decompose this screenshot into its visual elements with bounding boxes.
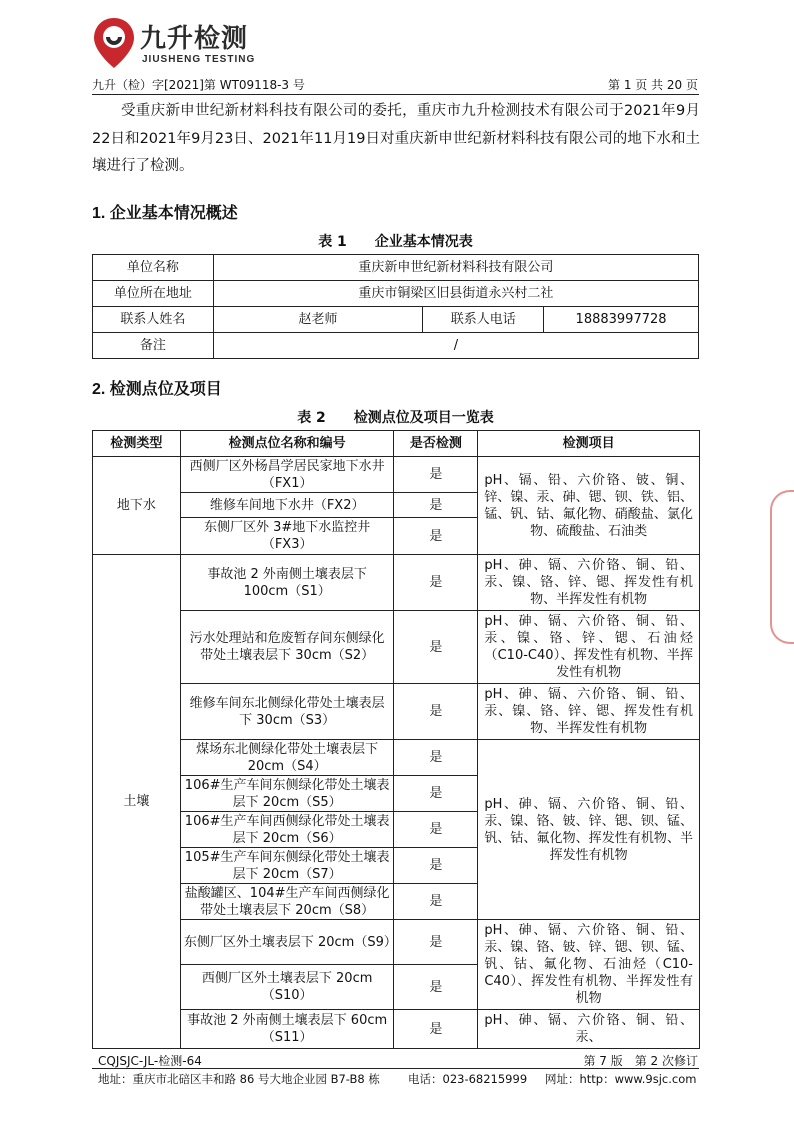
site-cell: 维修车间地下水井（FX2） [180, 493, 394, 518]
intro-paragraph: 受重庆新申世纪新材料科技有限公司的委托，重庆市九升检测技术有限公司于2021年9月22日和2021年9月23日、2021年11月19日对重庆新申世纪新材料科技有限公司的地下水和土壤进行了检测。 [92, 103, 700, 174]
header-divider [92, 94, 699, 95]
table-cell-value: / [213, 333, 698, 359]
check-cell: 是 [394, 493, 478, 518]
table-row [93, 1010, 700, 1049]
section-1-number: 1. [92, 205, 106, 222]
site-cell: 106#生产车间西侧绿化带处土壤表层下 20cm（S6） [180, 812, 394, 848]
check-cell: 是 [394, 884, 478, 920]
check-cell: 是 [394, 740, 478, 776]
column-header: 检测类型 [93, 431, 181, 457]
column-header: 检测点位名称和编号 [180, 431, 394, 457]
check-cell: 是 [394, 611, 478, 684]
table-cell-label: 联系人姓名 [93, 307, 214, 333]
site-cell: 事故池 2 外南侧土壤表层下 60cm（S11） [180, 1010, 394, 1049]
table-row [93, 920, 700, 965]
table-cell-label: 单位名称 [93, 255, 214, 281]
location-pin-logo-icon [92, 16, 136, 70]
table-row [93, 740, 700, 776]
items-cell: pH、砷、镉、六价铬、铜、铅、汞、镍、铬、锌、锶、石油烃（C10-C40）、挥发性有机物、半挥发性有机物 [478, 611, 700, 684]
type-cell: 地下水 [93, 457, 181, 555]
table-1-caption: 表 1 企业基本情况表 [318, 234, 473, 250]
table-cell-label: 单位所在地址 [93, 281, 214, 307]
site-cell: 106#生产车间东侧绿化带处土壤表层下 20cm（S5） [180, 776, 394, 812]
section-2-heading [92, 376, 222, 399]
partial-red-seal [770, 490, 794, 644]
table-row [93, 307, 699, 333]
table-cell-label: 联系人电话 [423, 307, 544, 333]
site-cell: 西侧厂区外杨昌学居民家地下水井（FX1） [180, 457, 394, 493]
column-header: 是否检测 [394, 431, 478, 457]
items-cell: pH、砷、镉、六价铬、铜、铅、汞、 [478, 1010, 700, 1049]
table-row [93, 255, 699, 281]
column-header: 检测项目 [478, 431, 700, 457]
type-cell: 土壤 [93, 555, 181, 1049]
check-cell: 是 [394, 848, 478, 884]
check-cell: 是 [394, 518, 478, 555]
table-cell-value: 赵老师 [213, 307, 423, 333]
site-cell: 西侧厂区外土壤表层下 20cm（S10） [180, 965, 394, 1010]
check-cell: 是 [394, 776, 478, 812]
monitoring-sites-table [92, 430, 700, 1049]
table-row [93, 611, 700, 684]
section-2-number: 2. [92, 381, 106, 398]
table-header-row [93, 431, 700, 457]
section-2-title: 检测点位及项目 [109, 379, 222, 398]
items-cell: pH、砷、镉、六价铬、铜、铅、汞、镍、铬、锌、锶、挥发性有机物、半挥发性有机物 [478, 555, 700, 611]
table-row [93, 684, 700, 740]
site-cell: 东侧厂区外土壤表层下 20cm（S9） [180, 920, 394, 965]
site-cell: 105#生产车间东侧绿化带处土壤表层下 20cm（S7） [180, 848, 394, 884]
check-cell: 是 [394, 965, 478, 1010]
site-cell: 事故池 2 外南侧土壤表层下 100cm（S1） [180, 555, 394, 611]
check-cell: 是 [394, 457, 478, 493]
table-2-caption: 表 2 检测点位及项目一览表 [297, 410, 494, 426]
company-website: 网址：http：www.9sjc.com [545, 1072, 697, 1086]
report-number: 九升（检）字[2021]第 WT09118-3 号 [92, 78, 305, 92]
items-cell: pH、砷、镉、六价铬、铜、铅、汞、镍、铬、铍、锌、锶、钡、锰、钒、钴、氟化物、挥发性有机物、半挥发性有机物 [478, 740, 700, 920]
table-row [93, 281, 699, 307]
site-cell: 煤场东北侧绿化带处土壤表层下 20cm（S4） [180, 740, 394, 776]
footer-divider [92, 1048, 699, 1049]
check-cell: 是 [394, 920, 478, 965]
page-indicator: 第 1 页 共 20 页 [608, 78, 698, 92]
edition-info: 第 7 版 第 2 次修订 [583, 1054, 698, 1068]
company-info-table [92, 254, 699, 359]
company-logo [92, 16, 268, 72]
check-cell: 是 [394, 684, 478, 740]
section-1-heading [92, 200, 238, 223]
section-1-title: 企业基本情况概述 [109, 203, 238, 222]
table-cell-label: 备注 [93, 333, 214, 359]
company-address: 地址：重庆市北碚区丰和路 86 号大地企业园 B7-B8 栋 [98, 1072, 380, 1086]
site-cell: 东侧厂区外 3#地下水监控井（FX3） [180, 518, 394, 555]
table-cell-value: 18883997728 [544, 307, 699, 333]
table-row [93, 333, 699, 359]
site-cell: 污水处理站和危废暂存间东侧绿化带处土壤表层下 30cm（S2） [180, 611, 394, 684]
items-cell: pH、砷、镉、六价铬、铜、铅、汞、镍、铬、铍、锌、锶、钡、锰、钒、钴、氟化物、石油烃（C10-C40）、挥发性有机物、半挥发性有机物 [478, 920, 700, 1010]
company-phone: 电话：023-68215999 [408, 1072, 528, 1086]
table-cell-value: 重庆新申世纪新材料科技有限公司 [213, 255, 698, 281]
table-cell-value: 重庆市铜梁区旧县街道永兴村二社 [213, 281, 698, 307]
table-row [93, 457, 700, 493]
site-cell: 盐酸罐区、104#生产车间西侧绿化带处土壤表层下 20cm（S8） [180, 884, 394, 920]
check-cell: 是 [394, 812, 478, 848]
site-cell: 维修车间东北侧绿化带处土壤表层下 30cm（S3） [180, 684, 394, 740]
items-cell: pH、砷、镉、六价铬、铜、铅、汞、镍、铬、锌、锶、挥发性有机物、半挥发性有机物 [478, 684, 700, 740]
check-cell: 是 [394, 1010, 478, 1049]
items-cell: pH、镉、铅、六价铬、铍、铜、锌、镍、汞、砷、锶、钡、铁、铝、锰、钒、钴、氟化物、硝酸盐、氯化物、硫酸盐、石油类 [478, 457, 700, 555]
logo-chinese-name: 九升检测 [140, 24, 249, 54]
footer-divider-2 [92, 1068, 699, 1069]
doc-code: CQJSJC-JL-检测-64 [98, 1054, 202, 1068]
logo-english-name: JIUSHENG TESTING [142, 54, 256, 65]
table-row [93, 555, 700, 611]
check-cell: 是 [394, 555, 478, 611]
